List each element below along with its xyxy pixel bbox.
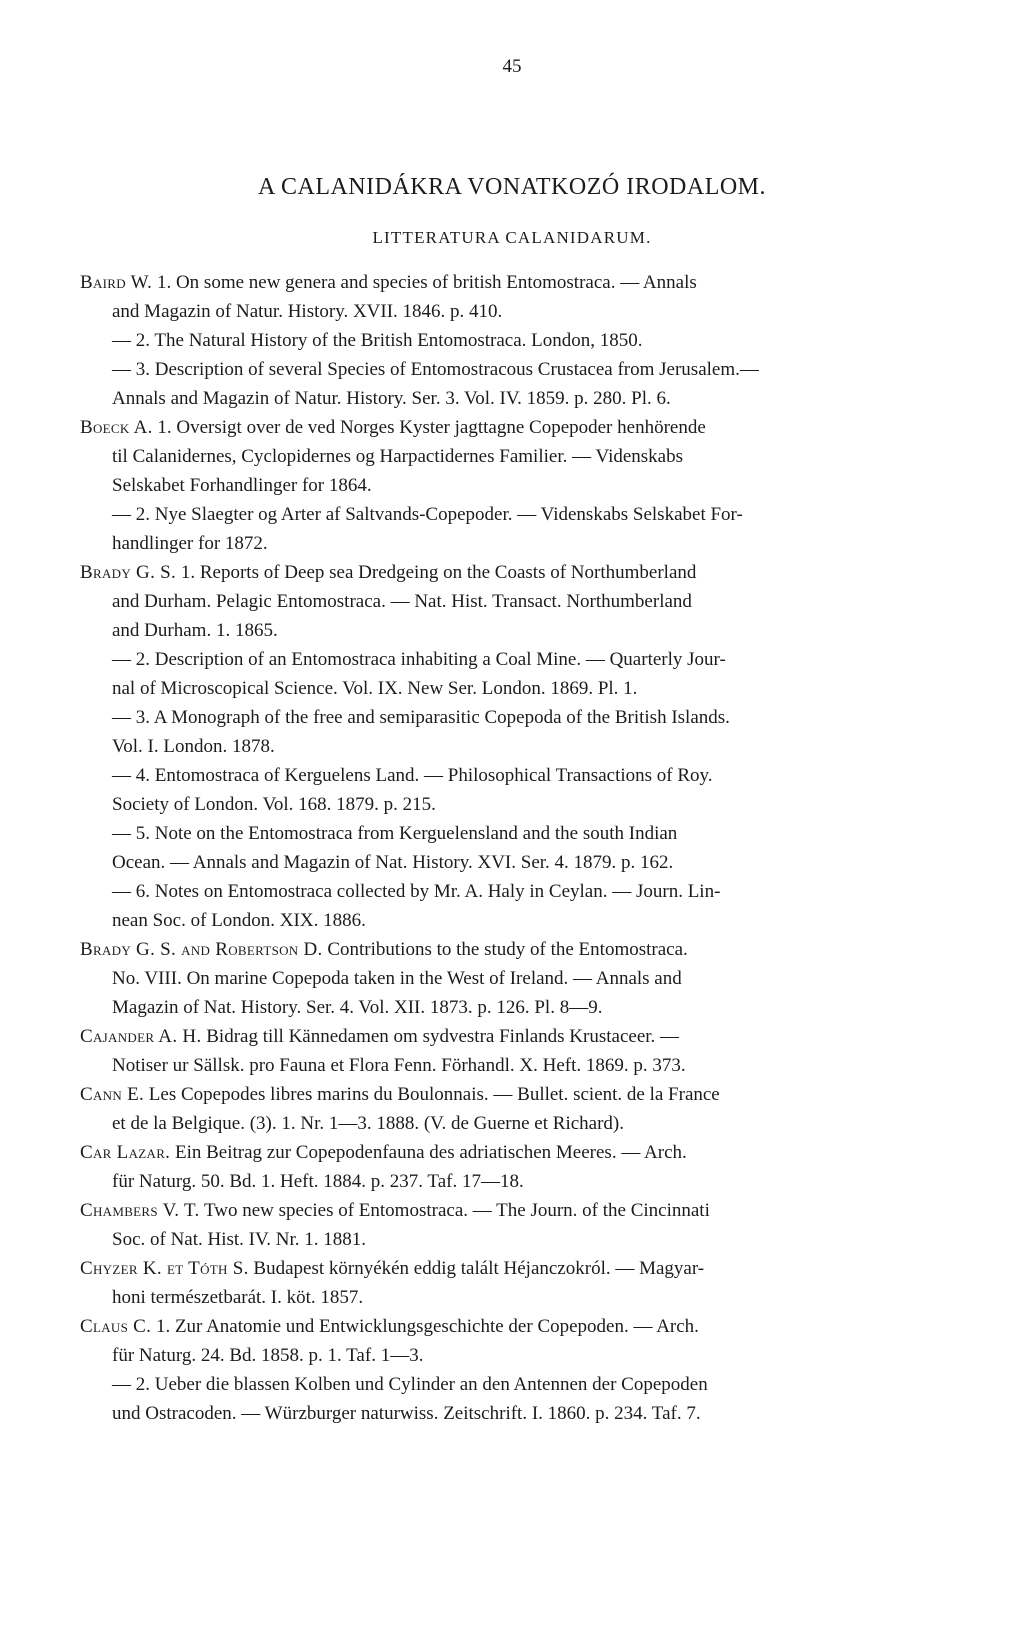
reference-text: Society of London. Vol. 168. 1879. p. 215. — [112, 794, 436, 815]
reference-author: Baird W. — [80, 272, 153, 293]
reference-line — [80, 848, 900, 877]
reference-text: Magazin of Nat. History. Ser. 4. Vol. XII. 1873. p. 126. Pl. 8—9. — [112, 997, 603, 1018]
reference-text: til Calanidernes, Cyclopidernes og Harpactidernes Familier. — Videnskabs — [112, 446, 684, 467]
reference-text: Les Copepodes libres marins du Boulonnais. — Bullet. scient. de la France — [148, 1084, 720, 1105]
page-title: A CALANIDÁKRA VONATKOZÓ IRODALOM. — [257, 174, 767, 200]
reference-line — [80, 442, 900, 471]
reference-line — [80, 384, 900, 413]
reference-text: und Ostracoden. — Würzburger naturwiss. Zeitschrift. I. 1860. p. 234. Taf. 7. — [112, 1403, 701, 1424]
reference-text: für Naturg. 24. Bd. 1858. p. 1. Taf. 1—3. — [112, 1345, 424, 1366]
reference-line — [80, 1254, 900, 1283]
reference-text: handlinger for 1872. — [112, 533, 268, 554]
reference-line — [80, 1370, 900, 1399]
reference-line — [80, 471, 900, 500]
reference-line — [80, 326, 900, 355]
reference-text: Ein Beitrag zur Copepodenfauna des adriatischen Meeres. — Arch. — [174, 1142, 687, 1163]
reference-text: No. VIII. On marine Copepoda taken in the West of Ireland. — Annals and — [112, 968, 682, 989]
reference-text: 1. Reports of Deep sea Dredgeing on the Coasts of Northumberland — [180, 562, 697, 583]
reference-line — [80, 906, 900, 935]
reference-line — [80, 1196, 900, 1225]
reference-line — [80, 1341, 900, 1370]
reference-text: — 3. A Monograph of the free and semiparasitic Copepoda of the British Islands. — [112, 707, 730, 728]
reference-text: 1. On some new genera and species of british Entomostraca. — Annals — [156, 272, 697, 293]
reference-line — [80, 587, 900, 616]
reference-text: honi természetbarát. I. köt. 1857. — [112, 1287, 364, 1308]
reference-entry — [80, 703, 900, 761]
reference-line — [80, 674, 900, 703]
reference-entry — [80, 500, 900, 558]
reference-entry — [80, 1254, 900, 1312]
reference-text: Soc. of Nat. Hist. IV. Nr. 1. 1881. — [112, 1229, 367, 1250]
reference-entry — [80, 1312, 900, 1370]
reference-text: nean Soc. of London. XIX. 1886. — [112, 910, 366, 931]
reference-line — [80, 529, 900, 558]
reference-author: Brady G. S. and Robertson D. — [80, 939, 323, 960]
reference-line — [80, 703, 900, 732]
reference-text: Bidrag till Kännedamen om sydvestra Finlands Krustaceer. — — [206, 1026, 680, 1047]
reference-entry — [80, 761, 900, 819]
reference-entry — [80, 1370, 900, 1428]
reference-text: Ocean. — Annals and Magazin of Nat. History. XVI. Ser. 4. 1879. p. 162. — [112, 852, 674, 873]
reference-entry — [80, 268, 900, 326]
reference-author: Brady G. S. — [80, 562, 177, 583]
reference-entry — [80, 558, 900, 645]
reference-text: — 3. Description of several Species of Entomostracous Crustacea from Jerusalem.— — [112, 359, 759, 380]
reference-text: für Naturg. 50. Bd. 1. Heft. 1884. p. 237. Taf. 17—18. — [112, 1171, 524, 1192]
reference-text: et de la Belgique. (3). 1. Nr. 1—3. 1888. (V. de Guerne et Richard). — [112, 1113, 624, 1134]
reference-line — [80, 1167, 900, 1196]
reference-line — [80, 268, 900, 297]
reference-line — [80, 355, 900, 384]
reference-text: Two new species of Entomostraca. — The Journ. of the Cincinnati — [203, 1200, 710, 1221]
reference-line — [80, 1312, 900, 1341]
reference-entry — [80, 1196, 900, 1254]
reference-text: 1. Oversigt over de ved Norges Kyster jagttagne Copepoder henhörende — [157, 417, 706, 438]
reference-text: Contributions to the study of the Entomostraca. — [327, 939, 688, 960]
reference-text: Selskabet Forhandlinger for 1864. — [112, 475, 372, 496]
reference-line — [80, 1283, 900, 1312]
reference-text: — 2. Nye Slaegter og Arter af Saltvands-Copepoder. — Videnskabs Selskabet For- — [112, 504, 743, 525]
reference-entry — [80, 645, 900, 703]
reference-line — [80, 1022, 900, 1051]
reference-text: Vol. I. London. 1878. — [112, 736, 275, 757]
reference-text: and Magazin of Natur. History. XVII. 1846. p. 410. — [112, 301, 503, 322]
reference-line — [80, 413, 900, 442]
reference-entry — [80, 326, 900, 355]
reference-text: Budapest környékén eddig talált Héjanczokról. — Magyar- — [253, 1258, 705, 1279]
reference-line — [80, 964, 900, 993]
reference-line — [80, 1138, 900, 1167]
reference-text: 1. Zur Anatomie und Entwicklungsgeschichte der Copepoden. — Arch. — [155, 1316, 699, 1337]
reference-line — [80, 1399, 900, 1428]
reference-text: — 5. Note on the Entomostraca from Kerguelensland and the south Indian — [112, 823, 678, 844]
reference-line — [80, 558, 900, 587]
reference-line — [80, 732, 900, 761]
reference-text: — 6. Notes on Entomostraca collected by Mr. A. Haly in Ceylan. — Journ. Lin- — [112, 881, 721, 902]
reference-line — [80, 500, 900, 529]
reference-line — [80, 645, 900, 674]
reference-line — [80, 1051, 900, 1080]
reference-text: — 2. Description of an Entomostraca inhabiting a Coal Mine. — Quarterly Jour- — [112, 649, 726, 670]
reference-list — [80, 268, 900, 1428]
reference-author: Chambers V. T. — [80, 1200, 200, 1221]
reference-text: — 2. Ueber die blassen Kolben und Cylinder an den Antennen der Copepoden — [112, 1374, 708, 1395]
reference-line — [80, 819, 900, 848]
reference-author: Cann E. — [80, 1084, 145, 1105]
page-number: 45 — [502, 56, 522, 77]
reference-entry — [80, 1080, 900, 1138]
reference-text: and Durham. Pelagic Entomostraca. — Nat. Hist. Transact. Northumberland — [112, 591, 692, 612]
reference-text: and Durham. 1. 1865. — [112, 620, 278, 641]
reference-text: Notiser ur Sällsk. pro Fauna et Flora Fenn. Förhandl. X. Heft. 1869. p. 373. — [112, 1055, 686, 1076]
reference-entry — [80, 355, 900, 413]
reference-author: Claus C. — [80, 1316, 152, 1337]
reference-entry — [80, 935, 900, 1022]
reference-author: Chyzer K. et Tóth S. — [80, 1258, 249, 1279]
reference-line — [80, 993, 900, 1022]
reference-line — [80, 935, 900, 964]
reference-text: Annals and Magazin of Natur. History. Ser. 3. Vol. IV. 1859. p. 280. Pl. 6. — [112, 388, 671, 409]
reference-author: Cajander A. H. — [80, 1026, 202, 1047]
reference-text: — 4. Entomostraca of Kerguelens Land. — Philosophical Transactions of Roy. — [112, 765, 713, 786]
reference-line — [80, 877, 900, 906]
reference-text: — 2. The Natural History of the British Entomostraca. London, 1850. — [112, 330, 643, 351]
reference-entry — [80, 877, 900, 935]
reference-entry — [80, 1138, 900, 1196]
reference-line — [80, 616, 900, 645]
reference-line — [80, 1225, 900, 1254]
reference-line — [80, 790, 900, 819]
reference-entry — [80, 413, 900, 500]
reference-author: Car Lazar. — [80, 1142, 171, 1163]
reference-author: Boeck A. — [80, 417, 153, 438]
reference-text: nal of Microscopical Science. Vol. IX. New Ser. London. 1869. Pl. 1. — [112, 678, 638, 699]
reference-line — [80, 1109, 900, 1138]
page-subtitle: LITTERATURA CALANIDARUM. — [372, 228, 652, 247]
reference-line — [80, 1080, 900, 1109]
reference-entry — [80, 1022, 900, 1080]
reference-entry — [80, 819, 900, 877]
reference-line — [80, 297, 900, 326]
reference-line — [80, 761, 900, 790]
